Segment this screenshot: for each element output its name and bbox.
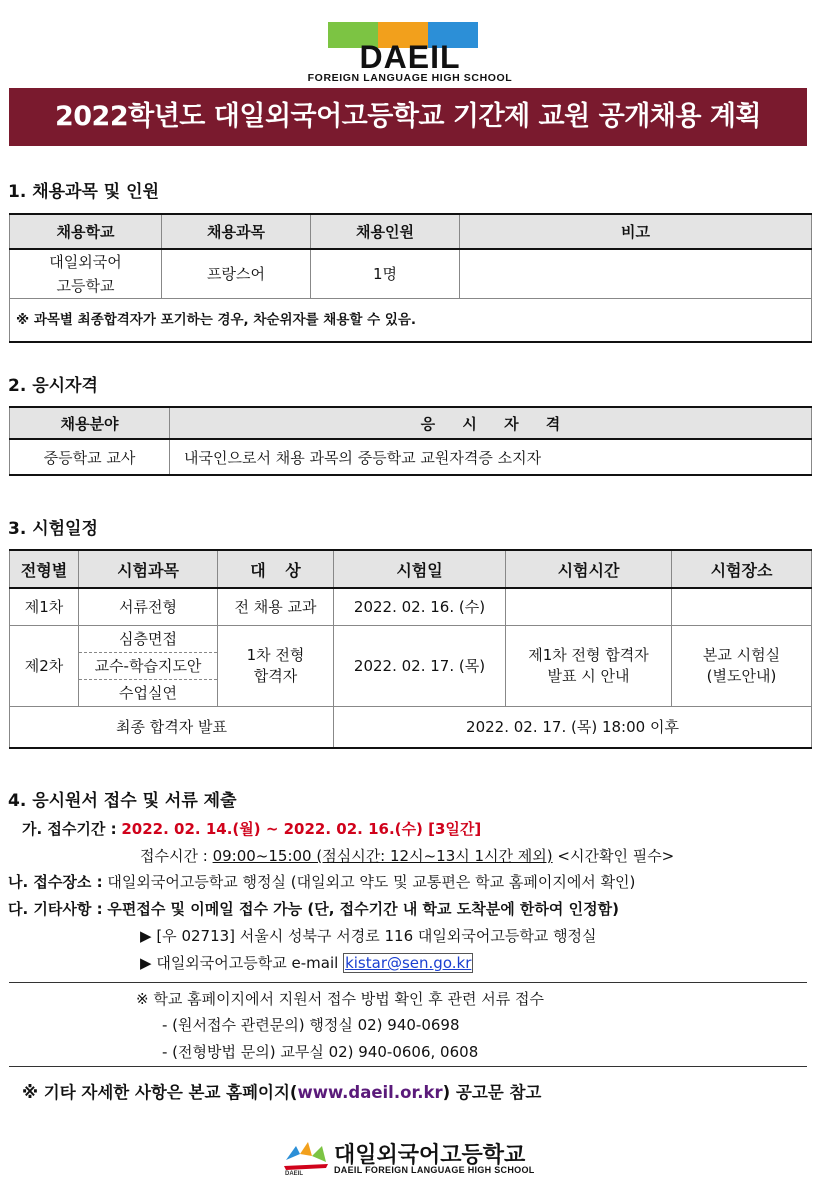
time-note: <시간확인 필수> xyxy=(557,847,675,865)
header-exam-subject: 시험과목 xyxy=(79,550,218,588)
schedule-table xyxy=(9,549,812,749)
table-row xyxy=(10,439,812,475)
divider xyxy=(9,982,807,983)
cell-qualification: 내국인으로서 채용 과목의 중등학교 교원자격증 소지자 xyxy=(170,439,812,475)
address-text: [우 02713] 서울시 성북구 서경로 116 대일외국어고등학교 행정실 xyxy=(156,927,597,945)
etc-line xyxy=(8,898,619,919)
table-row xyxy=(10,625,812,652)
school-logo xyxy=(290,22,530,84)
note-main: ※ 학교 홈페이지에서 지원서 접수 방법 확인 후 관련 서류 접수 xyxy=(136,990,545,1008)
section2-title: 2. 응시자격 xyxy=(8,376,98,396)
footer-logo xyxy=(282,1138,542,1180)
cell-subject2b: 교수-학습지도안 xyxy=(79,652,218,679)
header-date: 시험일 xyxy=(334,550,506,588)
logo-subtitle: FOREIGN LANGUAGE HIGH SCHOOL xyxy=(307,72,513,84)
cell-time2 xyxy=(506,625,672,706)
header-subject: 채용과목 xyxy=(162,214,311,249)
homepage-link[interactable]: www.daeil.or.kr xyxy=(297,1083,443,1102)
place-line1: 본교 시험실 xyxy=(702,645,781,664)
cell-date1: 2022. 02. 16. (수) xyxy=(334,588,506,625)
arrow-icon: ▶ xyxy=(140,927,152,945)
emblem-text: DAEIL xyxy=(285,1171,303,1176)
school-line2: 고등학교 xyxy=(56,277,115,295)
header-qualification: 응 시 자 격 xyxy=(170,407,812,439)
cell-subject: 프랑스어 xyxy=(162,249,311,299)
header-field: 채용분야 xyxy=(10,407,170,439)
address-line xyxy=(140,925,597,946)
section4-title: 4. 응시원서 접수 및 서류 제출 xyxy=(8,791,237,811)
closing-prefix: ※ 기타 자세한 사항은 본교 홈페이지( xyxy=(22,1083,298,1102)
etc-label: 다. 기타사항 : xyxy=(8,900,103,918)
email-link[interactable]: kistar@sen.go.kr xyxy=(345,954,472,972)
place-label: 나. 접수장소 : xyxy=(8,873,103,891)
period-line xyxy=(22,818,481,839)
footnote: ※ 과목별 최종합격자가 포기하는 경우, 차순위자를 채용할 수 있음. xyxy=(10,299,812,343)
cell-stage1: 제1차 xyxy=(10,588,79,625)
header-count: 채용인원 xyxy=(311,214,460,249)
table-row xyxy=(10,249,812,299)
section1-title: 1. 채용과목 및 인원 xyxy=(8,182,159,202)
school-line1: 대일외국어 xyxy=(49,253,122,271)
email-line xyxy=(140,952,473,973)
table-row xyxy=(10,588,812,625)
header-time: 시험시간 xyxy=(506,550,672,588)
target-line1: 1차 전형 xyxy=(246,645,305,664)
cell-school xyxy=(10,249,162,299)
cell-date2: 2022. 02. 17. (목) xyxy=(334,625,506,706)
email-box xyxy=(343,953,473,973)
qualification-table xyxy=(9,406,812,476)
etc-value: 우편접수 및 이메일 접수 가능 (단, 접수기간 내 학교 도착분에 한하여 인정함) xyxy=(107,900,619,918)
final-announcement-row xyxy=(10,706,812,748)
recruitment-table xyxy=(9,213,812,343)
cell-subject2c: 수업실연 xyxy=(79,679,218,706)
place-value: 대일외국어고등학교 행정실 (대일외고 약도 및 교통편은 학교 홈페이지에서 확인) xyxy=(107,873,636,891)
cell-note xyxy=(460,249,812,299)
cell-target2 xyxy=(218,625,334,706)
email-prefix: 대일외국어고등학교 e-mail xyxy=(156,954,339,972)
logo-word: DAEIL xyxy=(359,39,461,75)
cell-subject2a: 심층면접 xyxy=(79,625,218,652)
closing-line xyxy=(22,1079,541,1103)
target-line2: 합격자 xyxy=(253,666,298,685)
note-academic: - (전형방법 문의) 교무실 02) 940-0606, 0608 xyxy=(162,1043,479,1061)
time-line1: 제1차 전형 합격자 xyxy=(528,645,649,664)
time-line xyxy=(140,845,674,866)
closing-suffix: ) 공고문 참고 xyxy=(442,1083,542,1102)
period-label: 가. 접수기간 : xyxy=(22,820,117,838)
cell-place2 xyxy=(672,625,812,706)
header-target: 대 상 xyxy=(218,550,334,588)
header-stage: 전형별 xyxy=(10,550,79,588)
header-note: 비고 xyxy=(460,214,812,249)
period-value: 2022. 02. 14.(월) ~ 2022. 02. 16.(수) [3일간] xyxy=(121,820,482,838)
note-admin: - (원서접수 관련문의) 행정실 02) 940-0698 xyxy=(162,1016,460,1034)
place-line xyxy=(8,871,635,892)
final-label: 최종 합격자 발표 xyxy=(10,706,334,748)
arrow-icon: ▶ xyxy=(140,954,152,972)
footer-school-name: 대일외국어고등학교 xyxy=(334,1143,526,1168)
cell-time1 xyxy=(506,588,672,625)
footer-school-subtitle: DAEIL FOREIGN LANGUAGE HIGH SCHOOL xyxy=(334,1165,535,1175)
time-label: 접수시간 : xyxy=(140,847,208,865)
cell-stage2: 제2차 xyxy=(10,625,79,706)
divider xyxy=(9,1066,807,1067)
time-line2: 발표 시 안내 xyxy=(547,666,630,685)
section3-title: 3. 시험일정 xyxy=(8,519,98,539)
time-value: 09:00~15:00 (점심시간: 12시~13시 1시간 제외) xyxy=(212,847,553,865)
header-school: 채용학교 xyxy=(10,214,162,249)
school-emblem-icon xyxy=(282,1140,330,1176)
place-line2: (별도안내) xyxy=(706,666,777,685)
cell-field: 중등학교 교사 xyxy=(10,439,170,475)
cell-subject1: 서류전형 xyxy=(79,588,218,625)
final-value: 2022. 02. 17. (목) 18:00 이후 xyxy=(334,706,812,748)
cell-target1: 전 채용 교과 xyxy=(218,588,334,625)
header-place: 시험장소 xyxy=(672,550,812,588)
cell-place1 xyxy=(672,588,812,625)
page-title: 2022학년도 대일외국어고등학교 기간제 교원 공개채용 계획 xyxy=(9,88,807,146)
cell-count: 1명 xyxy=(311,249,460,299)
